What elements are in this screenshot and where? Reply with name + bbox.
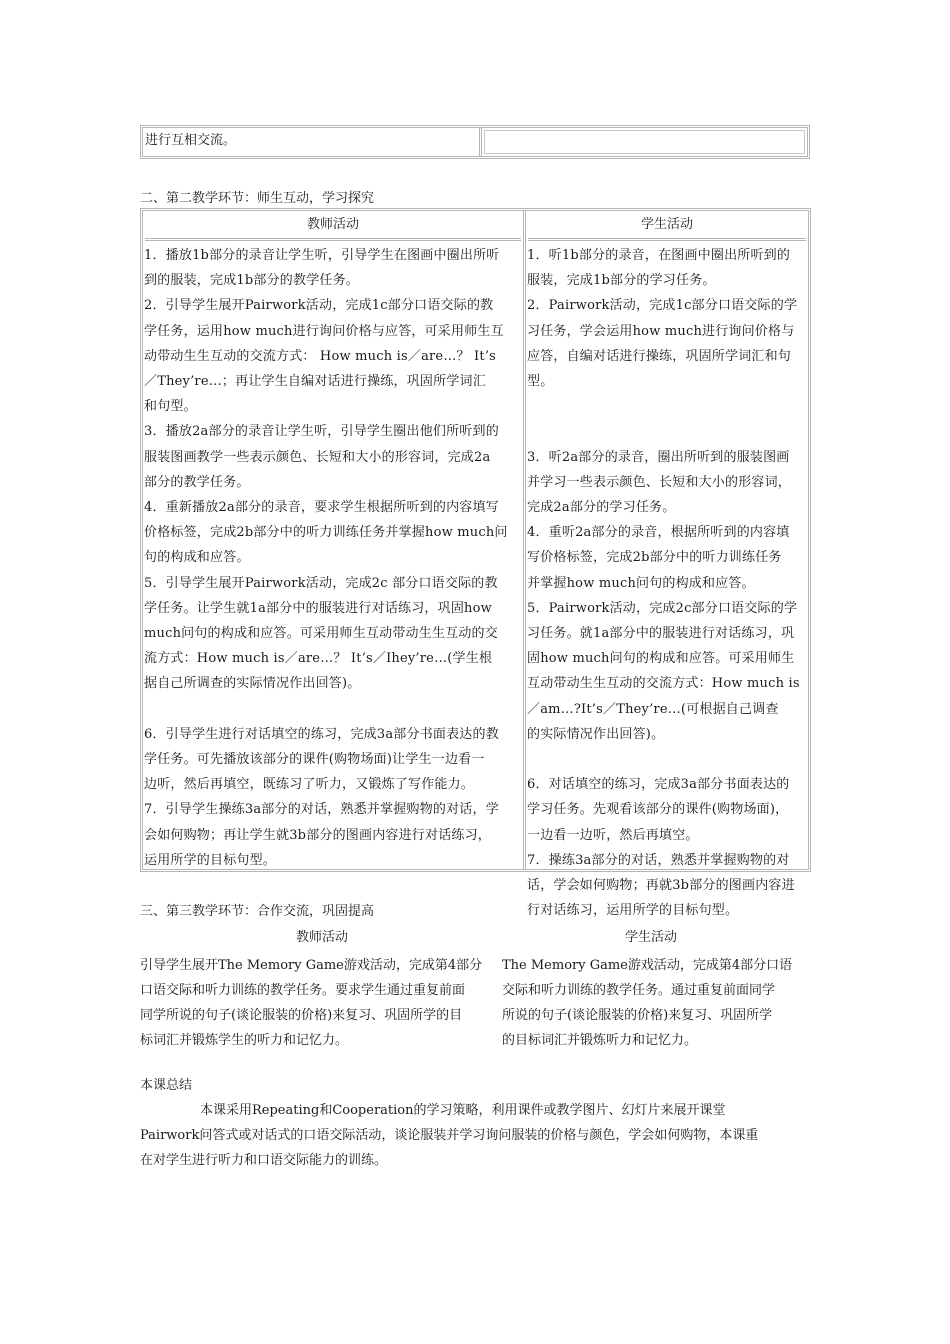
summary-line: 本课采用Repeating和Cooperation的学习策略，利用课件或教学图片、幻灯片来展开课堂 — [200, 1103, 726, 1118]
student-activity-line: 5．Pairwork活动，完成2c部分口语交际的学 — [527, 600, 798, 616]
student-activity-line: 6．对话填空的练习，完成3a部分书面表达的 — [527, 777, 790, 793]
section3-row — [140, 978, 812, 1003]
student-activity-line: 的实际情况作出回答)。 — [527, 726, 665, 742]
teacher-activity-line: 会如何购物；再让学生就3b部分的图画内容进行对话练习， — [144, 827, 491, 843]
continuation-cell-right — [484, 130, 805, 154]
teacher-header: 教师活动 — [145, 212, 521, 241]
section3-row — [140, 953, 812, 978]
student-activity-line: 并掌握how much问句的构成和应答。 — [527, 575, 755, 591]
student-activity-line: 行对话练习，运用所学的目标句型。 — [527, 903, 739, 919]
teacher-activity-line: 动带动生生互动的交流方式： How much is／are…？ It’s — [144, 348, 497, 364]
summary-line: Pairwork问答式或对话式的口语交际活动，谈论服装并学习询问服装的价格与颜色，学会如何购物，本课重 — [140, 1128, 759, 1143]
section3-student-text: 交际和听力训练的教学任务。通过重复前面同学 — [502, 983, 776, 998]
teacher-activity-line: 边听，然后再填空，既练习了听力，又锻炼了写作能力。 — [144, 777, 475, 793]
student-activity-line: 1．听1b部分的录音，在图画中圈出所听到的 — [527, 248, 791, 263]
teacher-activities — [143, 241, 523, 873]
section3-teacher-text: 口语交际和听力训练的教学任务。要求学生通过重复前面 — [140, 983, 466, 998]
section3-body — [140, 953, 812, 1053]
student-activity-line: 话，学会如何购物；再就3b部分的图画内容进 — [527, 878, 795, 894]
teacher-activity-line: 1．播放1b部分的录音让学生听，引导学生在图画中圈出所听 — [144, 248, 500, 263]
student-activity-line: 一边看一边听，然后再填空。 — [527, 827, 699, 843]
teacher-activity-line: 据自己所调查的实际情况作出回答)。 — [144, 676, 361, 692]
teacher-activity-line: 4．重新播放2a部分的录音，要求学生根据所听到的内容填写 — [144, 500, 499, 516]
teacher-activity-line: 学任务。让学生就1a部分中的服装进行对话练习，巩固how — [144, 600, 492, 616]
student-activity-line: 服装，完成1b部分的学习任务。 — [527, 273, 716, 289]
section2-title: 二、第二教学环节：师生互动，学习探究 — [140, 191, 375, 206]
teacher-activity-line: 学任务。可先播放该部分的课件(购物场面)让学生一边看一 — [144, 752, 485, 768]
student-activity-line: 应答，自编对话进行操练，巩固所学词汇和句 — [527, 348, 792, 364]
continuation-table — [140, 125, 810, 159]
student-activity-line: 固how much问句的构成和应答。可采用师生 — [527, 651, 795, 667]
section3-title: 三、第三教学环节：合作交流，巩固提高 — [140, 904, 375, 919]
teacher-activity-line: ／They’re…；再让学生自编对话进行操练，巩固所学词汇 — [144, 374, 486, 390]
teacher-activity-line: 和句型。 — [144, 399, 197, 415]
student-activity-line: ／am…?It’s／They’re…(可根据自己调查 — [527, 701, 779, 717]
summary-title: 本课总结 — [140, 1078, 193, 1093]
student-activity-line: 习任务。就1a部分中的服装进行对话练习，巩 — [527, 626, 795, 642]
teacher-activity-line: 到的服装，完成1b部分的教学任务。 — [144, 273, 359, 289]
section3-student-text: 所说的句子(谈论服装的价格)来复习、巩固所学 — [502, 1008, 773, 1023]
teacher-column — [143, 211, 526, 869]
section3-teacher-text: 引导学生展开The Memory Game游戏活动，完成第4部分 — [140, 958, 483, 973]
student-column — [526, 211, 808, 919]
teacher-activity-line: 7．引导学生操练3a部分的对话，熟悉并掌握购物的对话，学 — [144, 802, 499, 818]
teacher-activity-line: 运用所学的目标句型。 — [144, 852, 277, 868]
section3-teacher-text: 标词汇并锻炼学生的听力和记忆力。 — [140, 1033, 349, 1048]
section3-student-header: 学生活动 — [625, 930, 678, 945]
student-header: 学生活动 — [528, 212, 806, 241]
student-activity-line: 互动带动生生互动的交流方式：How much is — [527, 676, 800, 692]
student-activity-line — [527, 394, 808, 419]
student-activity-line: 并学习一些表示颜色、长短和大小的形容词， — [527, 474, 792, 490]
section3-student-text: The Memory Game游戏活动，完成第4部分口语 — [502, 958, 793, 973]
teacher-activity-line: 句的构成和应答。 — [144, 550, 250, 566]
student-activity-line: 4．重听2a部分的录音，根据所听到的内容填 — [527, 525, 790, 541]
teacher-activity-line — [144, 697, 523, 722]
teacher-activity-line: 2．引导学生展开Pairwork活动，完成1c部分口语交际的教 — [144, 298, 494, 314]
section3-teacher-header: 教师活动 — [296, 930, 349, 945]
summary-line: 在对学生进行听力和口语交际能力的训练。 — [140, 1153, 388, 1168]
student-activity-line: 写价格标签，完成2b部分中的听力训练任务 — [527, 550, 782, 566]
continuation-cell-left: 进行互相交流。 — [143, 128, 482, 156]
teacher-activity-line: much问句的构成和应答。可采用师生互动带动生生互动的交 — [144, 626, 498, 642]
student-activity-line: 型。 — [527, 374, 554, 390]
section3-row — [140, 1003, 812, 1028]
teacher-activity-line: 价格标签，完成2b部分中的听力训练任务并掌握how much问 — [144, 525, 508, 541]
student-activities — [526, 241, 808, 923]
summary-section — [140, 1073, 820, 1173]
teacher-activity-line: 流方式：How much is／are…？ It’s／Ihey’re…(学生根 — [144, 651, 493, 667]
student-activity-line: 学习任务。先观看该部分的课件(购物场面)， — [527, 802, 789, 818]
teacher-activity-line: 6．引导学生进行对话填空的练习，完成3a部分书面表达的教 — [144, 726, 499, 742]
teacher-activity-line: 3．播放2a部分的录音让学生听，引导学生圈出他们所听到的 — [144, 424, 499, 440]
student-activity-line: 习任务，学会运用how much进行询问价格与 — [527, 323, 795, 339]
teacher-activity-line: 部分的教学任务。 — [144, 474, 250, 490]
student-activity-line: 3．听2a部分的录音，圈出所听到的服装图画 — [527, 449, 790, 465]
section3-row — [140, 1028, 812, 1053]
section3-student-text: 的目标词汇并锻炼听力和记忆力。 — [502, 1033, 698, 1048]
student-activity-line: 完成2a部分的学习任务。 — [527, 500, 676, 516]
teacher-activity-line: 服装图画教学一些表示颜色、长短和大小的形容词，完成2a — [144, 449, 491, 465]
student-activity-line: 7．操练3a部分的对话，熟悉并掌握购物的对 — [527, 852, 790, 868]
student-activity-line — [527, 747, 808, 772]
section3-teacher-text: 同学所说的句子(谈论服装的价格)来复习、巩固所学的目 — [140, 1008, 463, 1023]
teacher-activity-line: 学任务，运用how much进行询问价格与应答，可采用师生互 — [144, 323, 504, 339]
student-activity-line — [527, 419, 808, 444]
teacher-activity-line: 5．引导学生展开Pairwork活动，完成2c 部分口语交际的教 — [144, 575, 498, 591]
student-activity-line: 2．Pairwork活动，完成1c部分口语交际的学 — [527, 298, 798, 314]
